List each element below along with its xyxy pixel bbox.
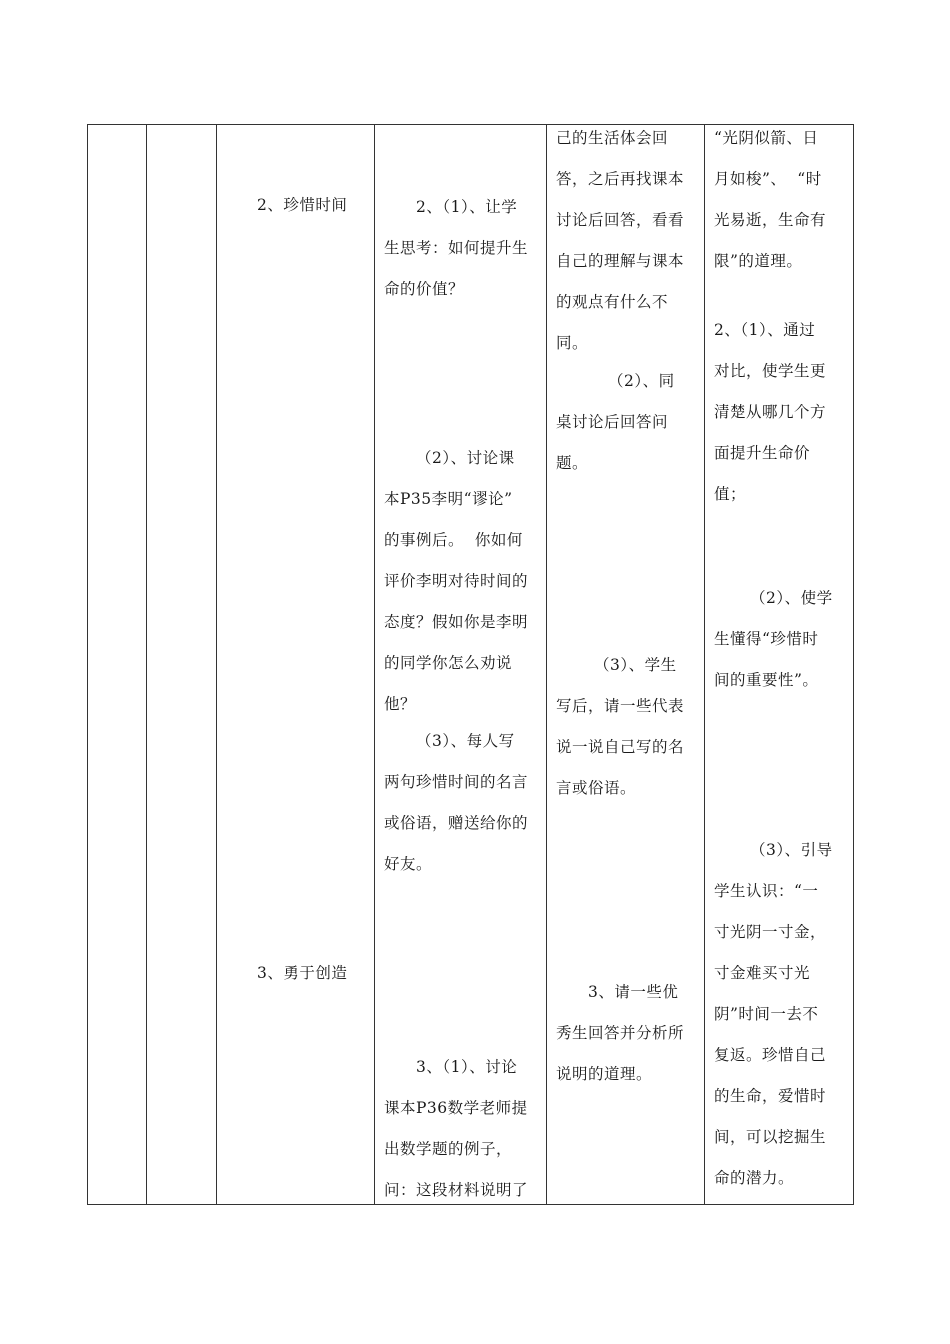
text-line: 的同学你怎么劝说 — [384, 654, 513, 672]
text-line: 月如梭”、 “时 — [714, 170, 822, 188]
text-line: （2）、同 — [608, 372, 675, 390]
text-line: 态度？假如你是李明 — [384, 613, 529, 631]
text-line: 学生认识：“一 — [714, 882, 819, 900]
text-line: 秀生回答并分析所 — [556, 1024, 685, 1042]
text-line: 讨论后回答，看看 — [556, 211, 685, 229]
text-line: 的生命，爱惜时 — [714, 1087, 827, 1105]
text-line: 己的生活体会回 — [556, 129, 669, 147]
text-line: 课本P36数学老师提 — [384, 1099, 528, 1117]
text-line: 间，可以挖掘生 — [714, 1128, 827, 1146]
teacher-activity-column — [374, 125, 546, 1204]
text-line: 命的价值？ — [384, 280, 465, 298]
text-line: 说一说自己写的名 — [556, 738, 685, 756]
text-line: （3）、引导 — [750, 841, 833, 859]
text-line: （3）、每人写 — [416, 732, 515, 750]
text-line: 寸金难买寸光 — [714, 964, 811, 982]
text-line: 出数学题的例子， — [384, 1140, 513, 1158]
text-line: 同。 — [556, 334, 589, 352]
text-line: （2）、讨论课 — [416, 449, 515, 467]
section-title-column — [216, 125, 374, 1204]
text-line: 桌讨论后回答问 — [556, 413, 669, 431]
text-line: 他？ — [384, 695, 417, 713]
text-line: 自己的理解与课本 — [556, 252, 685, 270]
text-line: 对比，使学生更 — [714, 362, 827, 380]
text-line: 写后，请一些代表 — [556, 697, 685, 715]
text-line: 面提升生命价 — [714, 444, 811, 462]
text-line: 问：这段材料说明了 — [384, 1181, 529, 1199]
text-line: 本P35李明“谬论” — [384, 490, 513, 508]
text-line: 间的重要性”。 — [714, 671, 819, 689]
section-title-2: 2、珍惜时间 — [257, 196, 348, 214]
text-line: 的事例后。 你如何 — [384, 531, 523, 549]
text-line: 言或俗语。 — [556, 779, 637, 797]
text-line: （2）、使学 — [750, 589, 833, 607]
text-line: 寸光阴一寸金， — [714, 923, 827, 941]
lesson-plan-table — [87, 124, 854, 1205]
text-line: （3）、学生 — [594, 656, 677, 674]
section-title-3: 3、勇于创造 — [257, 964, 348, 982]
empty-cell-col1 — [88, 125, 146, 1204]
text-line: 值； — [714, 485, 747, 503]
text-line: 或俗语，赠送给你的 — [384, 814, 529, 832]
text-line: 两句珍惜时间的名言 — [384, 773, 529, 791]
text-line: 题。 — [556, 454, 589, 472]
text-line: 的观点有什么不 — [556, 293, 669, 311]
text-line: 说明的道理。 — [556, 1065, 653, 1083]
text-line: 评价李明对待时间的 — [384, 572, 529, 590]
text-line: 限”的道理。 — [714, 252, 803, 270]
text-line: 清楚从哪几个方 — [714, 403, 827, 421]
text-line: 3、（1）、讨论 — [416, 1058, 518, 1076]
empty-cell-col2 — [146, 125, 216, 1204]
design-intent-column — [704, 125, 855, 1204]
text-line: 命的潜力。 — [714, 1169, 795, 1187]
student-activity-column — [546, 125, 704, 1204]
text-line: 3、请一些优 — [588, 983, 679, 1001]
text-line: 复返。珍惜自己 — [714, 1046, 827, 1064]
text-line: 2、（1）、让学 — [416, 198, 518, 216]
text-line: 答，之后再找课本 — [556, 170, 685, 188]
text-line: “光阴似箭、日 — [714, 129, 819, 147]
text-line: 光易逝，生命有 — [714, 211, 827, 229]
text-line: 生懂得“珍惜时 — [714, 630, 819, 648]
text-line: 生思考：如何提升生 — [384, 239, 529, 257]
text-line: 2、（1）、通过 — [714, 321, 816, 339]
text-line: 好友。 — [384, 855, 433, 873]
text-line: 阴”时间一去不 — [714, 1005, 819, 1023]
